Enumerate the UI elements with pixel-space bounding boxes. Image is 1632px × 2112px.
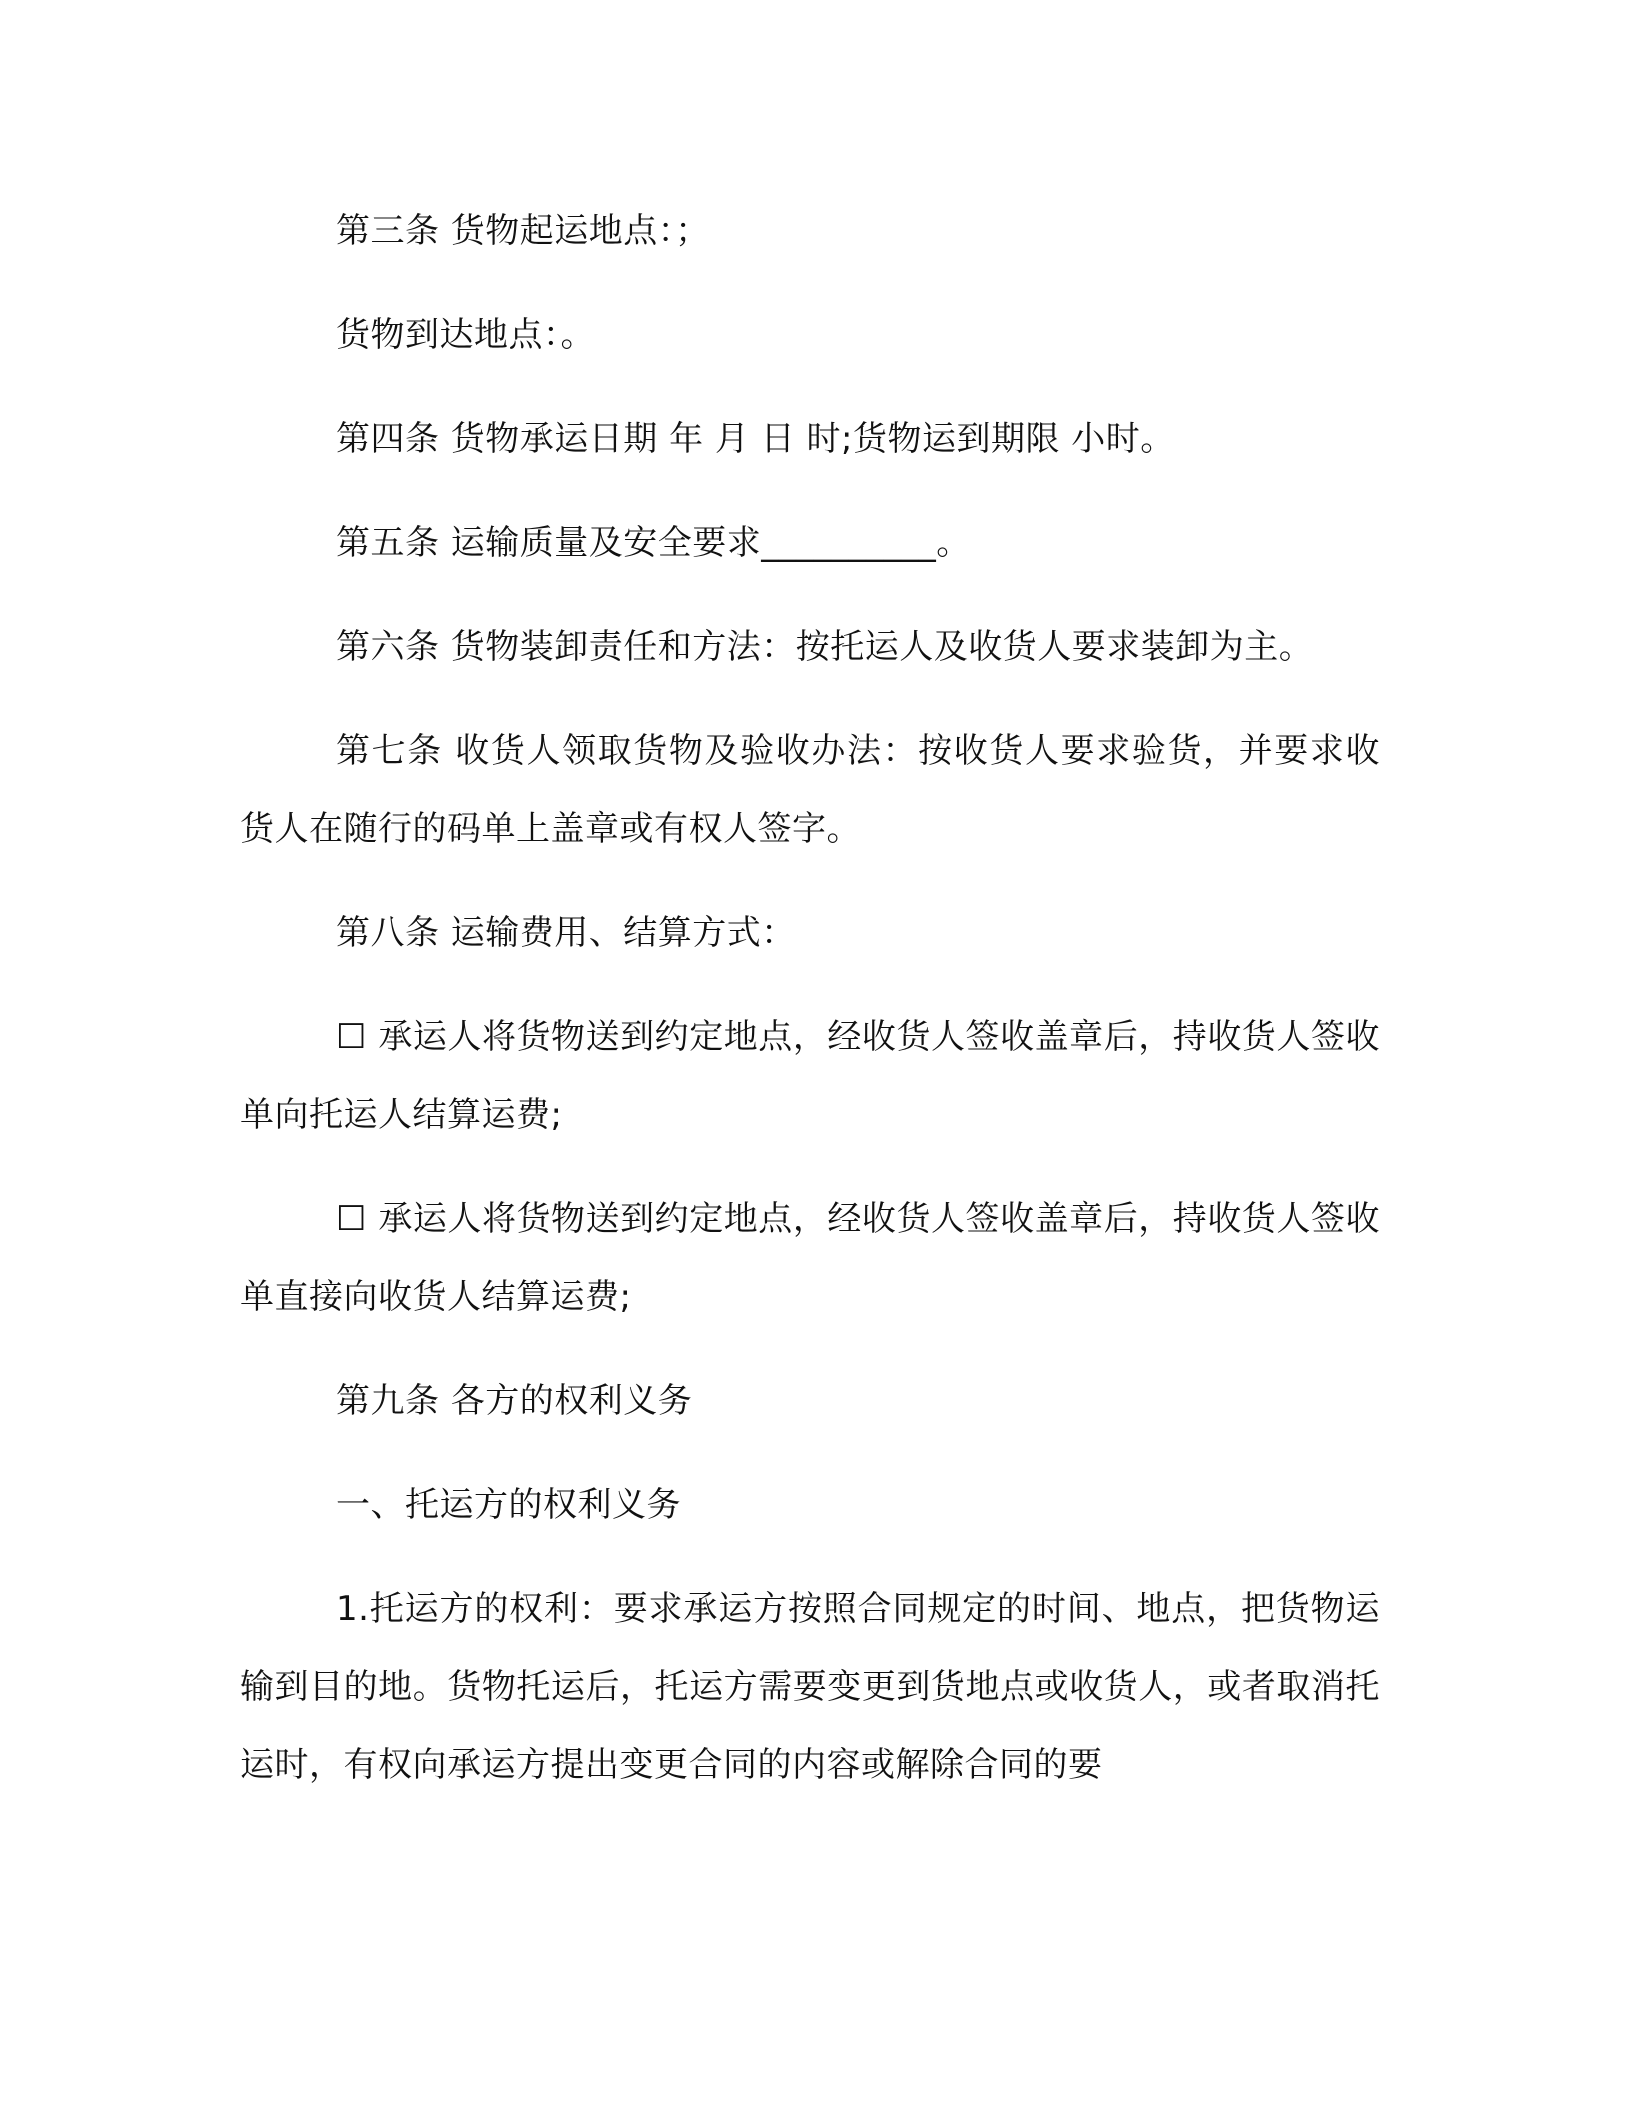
article-9-rights: 第九条 各方的权利义务: [336, 1381, 693, 1421]
article-3-origin: 第三条 货物起运地点：；: [336, 211, 710, 251]
article-4-dates: 第四条 货物承运日期 年 月 日 时;货物运到期限 小时。: [336, 419, 1175, 459]
article-7-receiving: 第七条 收货人领取货物及验收办法：按收货人要求验货，并要求收货人在随行的码单上盖章或有权人签字。: [240, 731, 1380, 849]
contract-body: [240, 192, 1380, 1804]
shipper-rights-heading: 一、托运方的权利义务: [336, 1485, 681, 1525]
payment-option-2: ☐ 承运人将货物送到约定地点，经收货人签收盖章后，持收货人签收单直接向收货人结算运费;: [240, 1199, 1380, 1317]
article-5-quality: 第五条 运输质量及安全要求__________。: [336, 523, 971, 563]
payment-option-1: ☐ 承运人将货物送到约定地点，经收货人签收盖章后，持收货人签收单向托运人结算运费;: [240, 1017, 1380, 1135]
article-6-loading: 第六条 货物装卸责任和方法：按托运人及收货人要求装卸为主。: [336, 627, 1314, 667]
article-8-payment: 第八条 运输费用、结算方式：: [336, 913, 796, 953]
shipper-rights-item-1: 1.托运方的权利：要求承运方按照合同规定的时间、地点，把货物运输到目的地。货物托运后，托运方需要变更到货地点或收货人，或者取消托运时，有权向承运方提出变更合同的内容或解除合同的要: [240, 1589, 1380, 1785]
article-3-destination: 货物到达地点：。: [336, 315, 595, 355]
